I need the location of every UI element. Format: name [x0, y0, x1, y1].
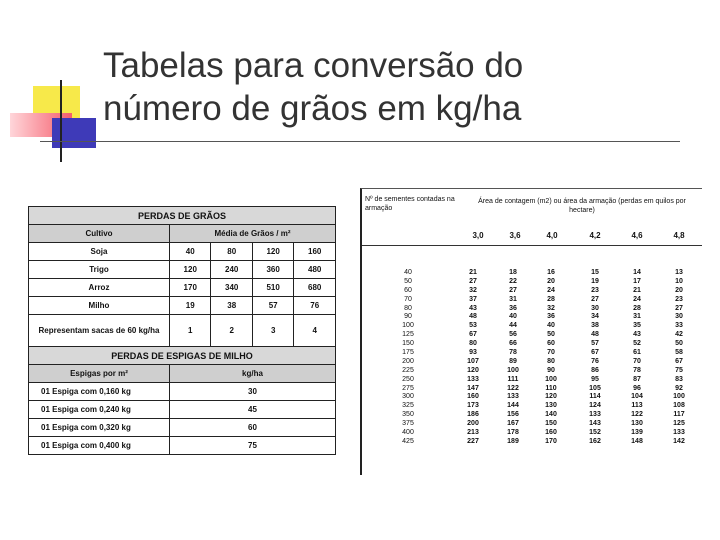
table-cell: 89 — [509, 357, 517, 365]
table-cell: 30 — [675, 313, 683, 321]
table-cell: 100 — [402, 322, 414, 330]
table-cell: 100 — [507, 366, 519, 374]
table-row — [29, 261, 336, 279]
table-cell: 90 — [547, 366, 555, 374]
cell: 01 Espiga com 0,320 kg — [29, 419, 170, 437]
cell: 480 — [294, 261, 336, 279]
table-cell: 27 — [591, 295, 599, 303]
table-cell: 86 — [591, 366, 599, 374]
table-cell: 31 — [509, 295, 517, 303]
table-cell: 40 — [404, 269, 412, 276]
table-cell: 200 — [402, 357, 414, 365]
cell: Trigo — [29, 261, 170, 279]
table-row — [29, 243, 336, 261]
table-cell: 36 — [509, 304, 517, 312]
table-cell: 100 — [545, 375, 557, 383]
table-cell: 80 — [547, 357, 555, 365]
table-cell: 22 — [509, 277, 517, 285]
table-cell: 225 — [402, 366, 414, 374]
cell: 19 — [170, 297, 211, 315]
cell: 2 — [211, 315, 252, 347]
conversion-table — [360, 188, 702, 475]
table-cell: 32 — [547, 304, 555, 312]
media-header: Média de Grãos / m² — [170, 225, 336, 243]
table-cell: 143 — [589, 420, 601, 428]
sementes-column — [390, 269, 426, 447]
table-cell: 60 — [404, 286, 412, 294]
cell: 4 — [294, 315, 336, 347]
table-cell: 33 — [675, 322, 683, 330]
table-cell: 23 — [591, 286, 599, 294]
table-cell: 120 — [467, 366, 479, 374]
table-cell: 30 — [591, 304, 599, 312]
table-cell: 76 — [591, 357, 599, 365]
table-cell: 50 — [547, 331, 555, 339]
perdas-espigas-header: PERDAS DE ESPIGAS DE MILHO — [29, 347, 336, 365]
table-cell: 150 — [402, 340, 414, 348]
cell: Milho — [29, 297, 170, 315]
area-col-header: 3,6 — [509, 231, 521, 240]
table-cell: 140 — [545, 411, 557, 419]
table-cell: 27 — [469, 277, 477, 285]
table-cell: 67 — [675, 357, 683, 365]
table-cell: 78 — [633, 366, 641, 374]
table-cell: 114 — [589, 393, 601, 401]
title-line-1: Tabelas para conversão do — [103, 46, 524, 85]
table-cell: 27 — [675, 304, 683, 312]
table-cell: 70 — [547, 349, 555, 357]
table-cell: 14 — [633, 269, 641, 276]
table-cell: 21 — [469, 269, 477, 276]
table-cell: 43 — [469, 304, 477, 312]
table-cell: 107 — [467, 357, 479, 365]
cell: 170 — [170, 279, 211, 297]
area-column — [661, 269, 697, 447]
table-cell: 32 — [469, 286, 477, 294]
cell: 01 Espiga com 0,240 kg — [29, 401, 170, 419]
table-cell: 52 — [633, 340, 641, 348]
title-line-2: número de grãos em kg/ha — [103, 89, 522, 128]
table-cell: 50 — [675, 340, 683, 348]
table-cell: 325 — [402, 402, 414, 410]
table-cell: 125 — [673, 420, 685, 428]
table-cell: 75 — [675, 366, 683, 374]
perdas-table — [28, 206, 336, 455]
table-cell: 130 — [545, 402, 557, 410]
table-cell: 70 — [404, 295, 412, 303]
table-cell: 36 — [547, 313, 555, 321]
table-cell: 124 — [589, 402, 601, 410]
cell: 40 — [170, 243, 211, 261]
area-column — [533, 269, 569, 447]
cell: 60 — [170, 419, 336, 437]
cell: 01 Espiga com 0,400 kg — [29, 437, 170, 455]
table-cell: 104 — [631, 393, 643, 401]
table-cell: 167 — [507, 420, 519, 428]
table-cell: 92 — [675, 384, 683, 392]
decor-vertical-line — [60, 80, 62, 162]
table-cell: 70 — [633, 357, 641, 365]
table-cell: 50 — [404, 277, 412, 285]
cultivo-header: Cultivo — [29, 225, 170, 243]
cell: 80 — [211, 243, 252, 261]
table-cell: 19 — [591, 277, 599, 285]
table-cell: 111 — [507, 375, 519, 383]
table-cell: 110 — [545, 384, 557, 392]
area-column — [577, 269, 613, 447]
table-cell: 60 — [547, 340, 555, 348]
header-area: Área de contagem (m2) ou área da armação (perdas em quilos por hectare) — [478, 198, 686, 214]
table-cell: 15 — [591, 269, 599, 276]
table-cell: 95 — [591, 375, 599, 383]
cell: 30 — [170, 383, 336, 401]
table-cell: 18 — [509, 269, 517, 276]
table-cell: 37 — [469, 295, 477, 303]
table-cell: 133 — [673, 429, 685, 437]
table-cell: 227 — [467, 437, 479, 445]
area-column — [495, 269, 531, 447]
table-cell: 117 — [673, 411, 685, 419]
table-cell: 175 — [402, 349, 414, 357]
table-cell: 350 — [402, 411, 414, 419]
cell: 340 — [211, 279, 252, 297]
cell: 360 — [252, 261, 293, 279]
table-row — [29, 437, 336, 455]
cell: 76 — [294, 297, 336, 315]
cell: 510 — [252, 279, 293, 297]
cell: 120 — [252, 243, 293, 261]
area-column — [619, 269, 655, 447]
table-cell: 57 — [591, 340, 599, 348]
table-cell: 113 — [631, 402, 643, 410]
table-cell: 122 — [507, 384, 519, 392]
table-cell: 90 — [404, 313, 412, 321]
table-cell: 189 — [507, 437, 519, 445]
cell: 38 — [211, 297, 252, 315]
table-cell: 67 — [591, 349, 599, 357]
table-cell: 170 — [545, 437, 557, 445]
cell: Arroz — [29, 279, 170, 297]
table-row — [29, 401, 336, 419]
table-cell: 150 — [545, 420, 557, 428]
table-cell: 58 — [675, 349, 683, 357]
table-cell: 160 — [467, 393, 479, 401]
area-col-header: 3,0 — [472, 231, 484, 240]
table-cell: 44 — [509, 322, 517, 330]
table-cell: 66 — [509, 340, 517, 348]
table-cell: 28 — [547, 295, 555, 303]
table-cell: 133 — [467, 375, 479, 383]
table-cell: 20 — [547, 277, 555, 285]
table-cell: 48 — [469, 313, 477, 321]
table-cell: 213 — [467, 429, 479, 437]
table-row — [29, 419, 336, 437]
table-cell: 13 — [675, 269, 683, 276]
table-row — [29, 315, 336, 347]
table-cell: 34 — [591, 313, 599, 321]
table-cell: 108 — [673, 402, 685, 410]
cell: 45 — [170, 401, 336, 419]
table-cell: 78 — [509, 349, 517, 357]
table-cell: 200 — [467, 420, 479, 428]
table-row — [29, 383, 336, 401]
table-cell: 160 — [545, 429, 557, 437]
table-cell: 80 — [469, 340, 477, 348]
table-cell: 105 — [589, 384, 601, 392]
decor-horizontal-line — [40, 141, 680, 142]
table-cell: 38 — [591, 322, 599, 330]
table-cell: 53 — [469, 322, 477, 330]
table-cell: 275 — [402, 384, 414, 392]
table-cell: 28 — [633, 304, 641, 312]
table-cell: 83 — [675, 375, 683, 383]
cell: 01 Espiga com 0,160 kg — [29, 383, 170, 401]
table-cell: 67 — [469, 331, 477, 339]
divider — [362, 245, 702, 246]
cell: 120 — [170, 261, 211, 279]
table-cell: 173 — [467, 402, 479, 410]
table-cell: 56 — [509, 331, 517, 339]
table-cell: 27 — [509, 286, 517, 294]
cell: Soja — [29, 243, 170, 261]
sacas-label: Representam sacas de 60 kg/ha — [29, 315, 170, 347]
area-column — [455, 269, 491, 447]
cell: 57 — [252, 297, 293, 315]
cell: 680 — [294, 279, 336, 297]
cell: 3 — [252, 315, 293, 347]
table-cell: 20 — [675, 286, 683, 294]
table-row — [29, 297, 336, 315]
table-cell: 48 — [591, 331, 599, 339]
table-cell: 125 — [402, 331, 414, 339]
area-col-header: 4,6 — [631, 231, 643, 240]
area-col-header: 4,8 — [673, 231, 685, 240]
table-cell: 144 — [507, 402, 519, 410]
table-cell: 130 — [631, 420, 643, 428]
table-cell: 300 — [402, 393, 414, 401]
kgha-header: kg/ha — [170, 365, 336, 383]
table-cell: 133 — [507, 393, 519, 401]
table-cell: 61 — [633, 349, 641, 357]
table-cell: 40 — [547, 322, 555, 330]
header-sementes: Nº de sementes contadas na armação — [365, 196, 455, 212]
perdas-graos-header: PERDAS DE GRÃOS — [29, 207, 336, 225]
table-cell: 40 — [509, 313, 517, 321]
table-cell: 147 — [467, 384, 479, 392]
table-cell: 178 — [507, 429, 519, 437]
table-cell: 24 — [633, 295, 641, 303]
table-cell: 17 — [633, 277, 641, 285]
table-cell: 133 — [589, 411, 601, 419]
table-cell: 43 — [633, 331, 641, 339]
table-cell: 100 — [673, 393, 685, 401]
table-cell: 425 — [402, 437, 414, 445]
table-cell: 122 — [631, 411, 643, 419]
table-cell: 186 — [467, 411, 479, 419]
decor-blue-square — [52, 118, 96, 148]
table-cell: 96 — [633, 384, 641, 392]
table-cell: 152 — [589, 429, 601, 437]
table-cell: 400 — [402, 429, 414, 437]
area-col-header: 4,2 — [589, 231, 601, 240]
table-cell: 156 — [507, 411, 519, 419]
table-cell: 120 — [545, 393, 557, 401]
slide-title — [103, 44, 523, 130]
table-cell: 93 — [469, 349, 477, 357]
table-cell: 139 — [631, 429, 643, 437]
table-cell: 23 — [675, 295, 683, 303]
cell: 75 — [170, 437, 336, 455]
table-cell: 16 — [547, 269, 555, 276]
table-cell: 148 — [631, 437, 643, 445]
cell: 160 — [294, 243, 336, 261]
table-cell: 24 — [547, 286, 555, 294]
table-cell: 162 — [589, 437, 601, 445]
table-cell: 375 — [402, 420, 414, 428]
table-cell: 87 — [633, 375, 641, 383]
table-cell: 35 — [633, 322, 641, 330]
cell: 240 — [211, 261, 252, 279]
table-cell: 21 — [633, 286, 641, 294]
table-cell: 250 — [402, 375, 414, 383]
cell: 1 — [170, 315, 211, 347]
table-cell: 42 — [675, 331, 683, 339]
espigas-header: Espigas por m² — [29, 365, 170, 383]
table-cell: 142 — [673, 437, 685, 445]
area-col-header: 4,0 — [546, 231, 558, 240]
table-cell: 80 — [404, 304, 412, 312]
table-row — [29, 279, 336, 297]
table-cell: 10 — [675, 277, 683, 285]
table-cell: 31 — [633, 313, 641, 321]
